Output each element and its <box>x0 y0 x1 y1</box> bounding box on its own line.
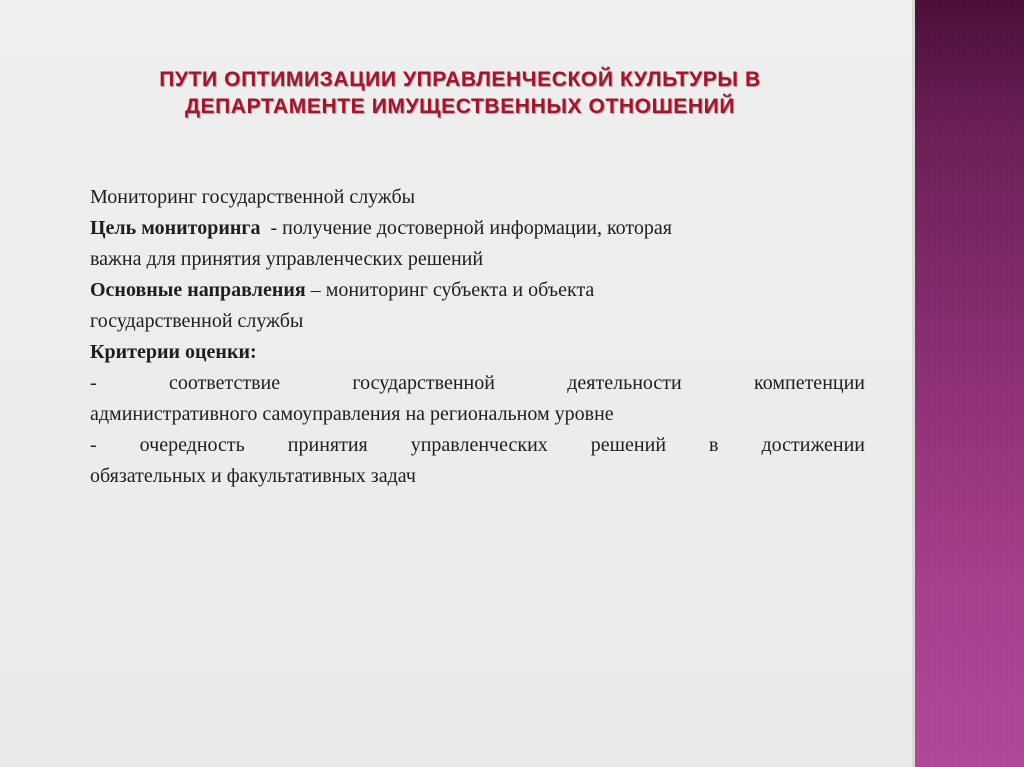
directions-line-1 <box>90 275 865 306</box>
decorative-sidebar <box>915 0 1024 767</box>
directions-label: Основные направления <box>90 279 306 301</box>
criteria-label: Критерии оценки: <box>90 341 257 363</box>
slide-body <box>90 182 865 492</box>
goal-label: Цель мониторинга <box>90 217 261 239</box>
slide-title <box>60 66 860 120</box>
body-heading: Мониторинг государственной службы <box>90 186 416 208</box>
title-line-2: ДЕПАРТАМЕНТЕ ИМУЩЕСТВЕННЫХ ОТНОШЕНИЙ <box>184 95 736 118</box>
criterion-2-line-2: обязательных и факультативных задач <box>90 465 416 487</box>
goal-line-1 <box>90 213 865 244</box>
title-line-1: ПУТИ ОПТИМИЗАЦИИ УПРАВЛЕНЧЕСКОЙ КУЛЬТУРЫ В <box>159 68 761 91</box>
criterion-1-line-2: административного самоуправления на региональном уровне <box>90 403 614 425</box>
goal-text-1: - получение достоверной информации, которая <box>260 217 672 239</box>
directions-line-2: государственной службы <box>90 310 304 332</box>
criterion-2-line-1: - очередность принятия управленческих решений в достижении <box>90 434 865 456</box>
goal-line-2: важна для принятия управленческих решений <box>90 248 484 270</box>
directions-text-1: – мониторинг субъекта и объекта <box>305 279 595 301</box>
criterion-1-line-1: - соответствие государственной деятельности компетенции <box>90 372 865 394</box>
